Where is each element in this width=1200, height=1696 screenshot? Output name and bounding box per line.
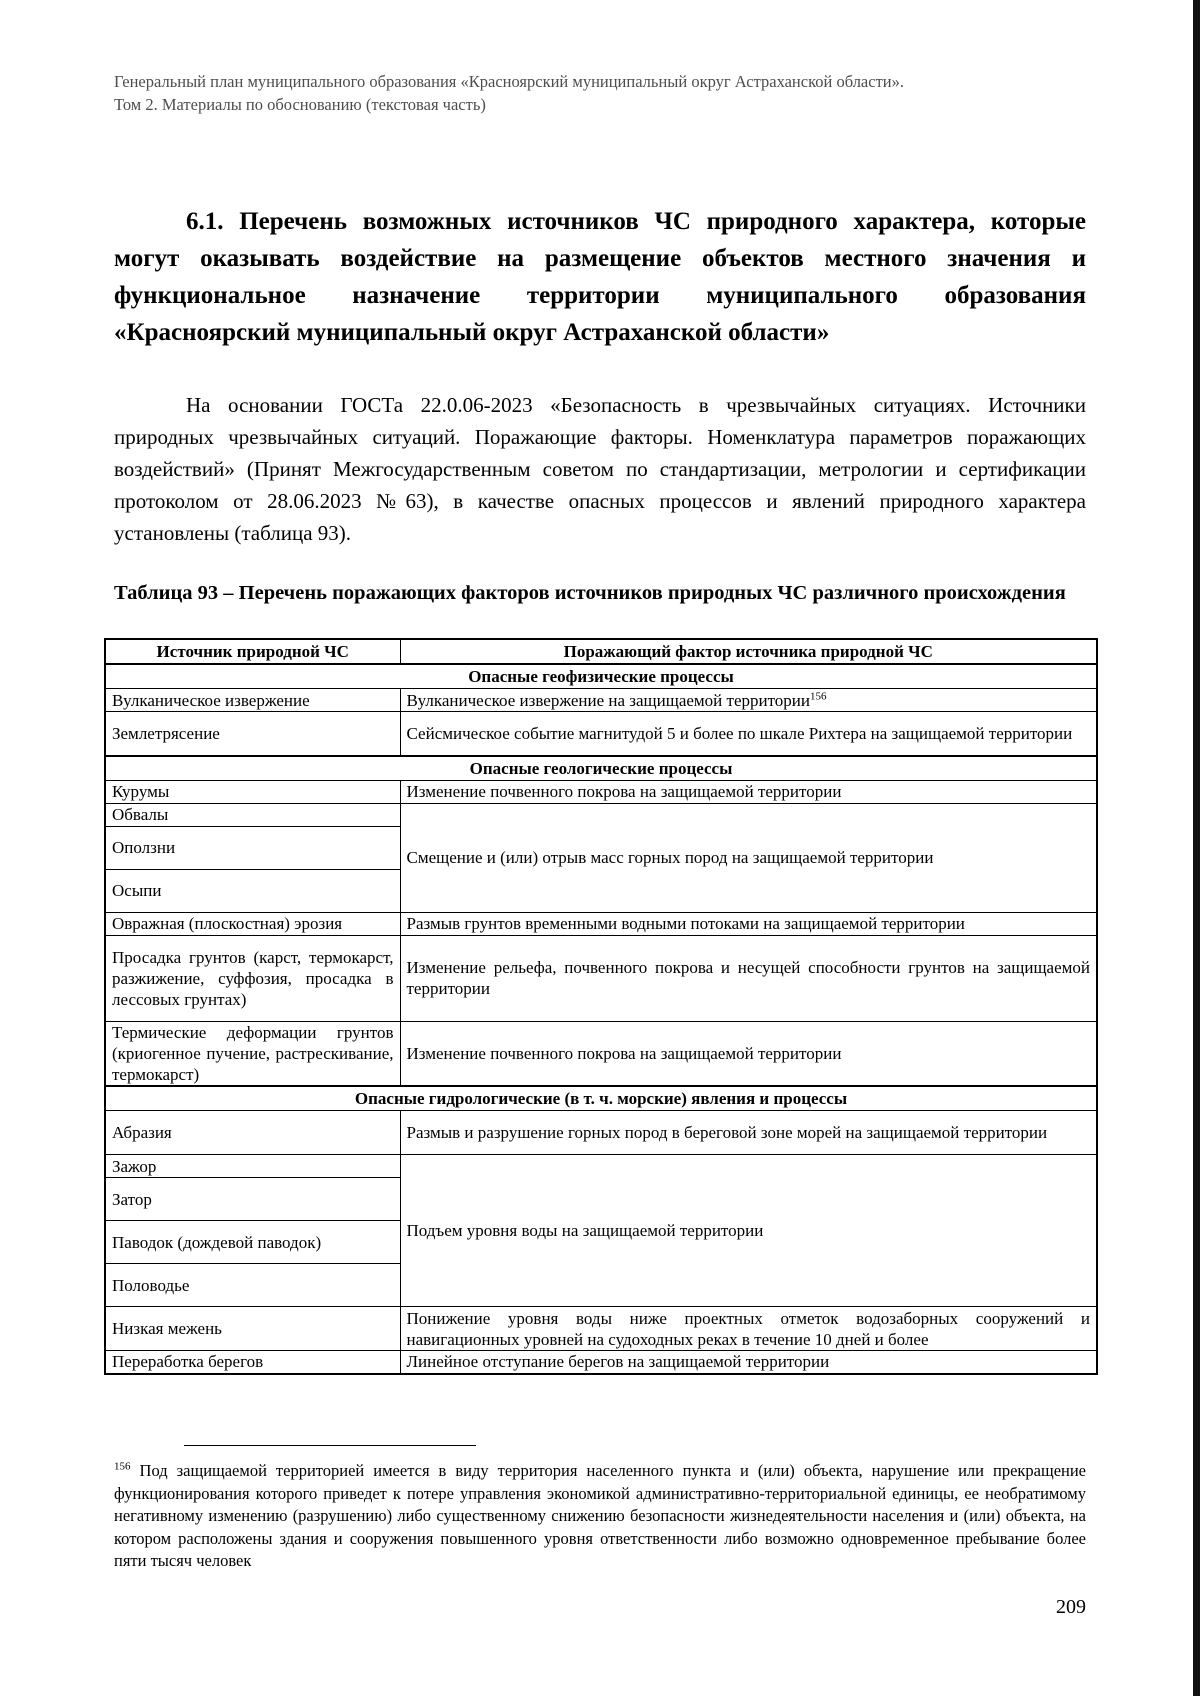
- factor-cell: Понижение уровня воды ниже проектных отметок водозаборных сооружений и навигационных уровней на судоходных реках в течение 10 дней и более: [400, 1307, 1097, 1351]
- factor-cell-merged: Подъем уровня воды на защищаемой территории: [400, 1155, 1097, 1307]
- footnote-separator: [184, 1445, 476, 1446]
- footnote-marker: 156: [114, 1460, 131, 1473]
- column-header-factor: Поражающий фактор источника природной ЧС: [400, 639, 1097, 664]
- running-header-line-2: Том 2. Материалы по обоснованию (текстовая часть): [114, 95, 486, 114]
- table-row: [105, 712, 1097, 756]
- source-cell: Паводок (дождевой паводок): [105, 1221, 400, 1264]
- source-cell: Переработка берегов: [105, 1351, 400, 1374]
- running-header: [114, 70, 1094, 116]
- factor-cell: Изменение почвенного покрова на защищаемой территории: [400, 1021, 1097, 1086]
- factor-cell: [400, 689, 1097, 712]
- source-cell: Курумы: [105, 780, 400, 803]
- source-cell: Зажор: [105, 1155, 400, 1178]
- factor-cell: Изменение рельефа, почвенного покрова и несущей способности грунтов на защищаемой территории: [400, 935, 1097, 1021]
- hazard-factors-table: [104, 638, 1098, 1375]
- table-row: [105, 1155, 1097, 1178]
- source-cell: Землетрясение: [105, 712, 400, 756]
- factor-cell: Размыв и разрушение горных пород в береговой зоне морей на защищаемой территории: [400, 1111, 1097, 1155]
- table-row: [105, 1021, 1097, 1086]
- table-row: [105, 803, 1097, 826]
- table-row: [105, 1351, 1097, 1374]
- section-title: 6.1. Перечень возможных источников ЧС природного характера, которые могут оказывать воздействие на размещение объектов местного значения и функциональное назначение территории муниципального образования «Красноярский муниципальный округ Астраханской области»: [114, 208, 1086, 346]
- factor-cell-merged: Смещение и (или) отрыв масс горных пород на защищаемой территории: [400, 803, 1097, 912]
- footnote-text: Под защищаемой территорией имеется в виду территория населенного пункта и (или) объекта, нарушение или прекращение функционирования которого приведет к потере управления экономикой административно-территориальной единицы, ее необратимому негативному изменению (разрушению) либо существенному снижению безопасности жизнедеятельности населения и (или) объекта, на котором расположены здания и сооружения повышенного уровня ответственности либо возможно одновременное пребывание более пяти тысяч человек: [114, 1461, 1086, 1570]
- table-group-row: [105, 1086, 1097, 1111]
- source-cell: Вулканическое извержение: [105, 689, 400, 712]
- source-cell: Просадка грунтов (карст, термокарст, разжижение, суффозия, просадка в лессовых грунтах): [105, 935, 400, 1021]
- source-cell: Половодье: [105, 1264, 400, 1307]
- group-title-hydrological: Опасные гидрологические (в т. ч. морские) явления и процессы: [105, 1086, 1097, 1111]
- intro-paragraph: На основании ГОСТа 22.0.06-2023 «Безопасность в чрезвычайных ситуациях. Источники природных чрезвычайных ситуаций. Поражающие факторы. Номенклатура параметров поражающих воздействий» (Принят Межгосударственным советом по стандартизации, метрологии и сертификации протоколом от 28.06.2023 №63), в качестве опасных процессов и явлений природного характера установлены (таблица 93).: [114, 393, 1086, 545]
- source-cell: Оползни: [105, 826, 400, 869]
- source-cell: Затор: [105, 1178, 400, 1221]
- footnote-ref: 156: [810, 689, 827, 702]
- source-cell: Овражная (плоскостная) эрозия: [105, 912, 400, 935]
- source-cell: Низкая межень: [105, 1307, 400, 1351]
- source-cell: Термические деформации грунтов (криогенное пучение, растрескивание, термокарст): [105, 1021, 400, 1086]
- footnote: [114, 1460, 1086, 1573]
- factor-text: Вулканическое извержение на защищаемой территории: [406, 690, 811, 710]
- hazard-table-container: [104, 638, 1096, 1375]
- table-row: [105, 935, 1097, 1021]
- table-row: [105, 689, 1097, 712]
- column-header-source: Источник природной ЧС: [105, 639, 400, 664]
- source-cell: Обвалы: [105, 803, 400, 826]
- running-header-line-1: Генеральный план муниципального образования «Красноярский муниципальный округ Астраханской области».: [114, 72, 904, 91]
- group-title-geophysical: Опасные геофизические процессы: [105, 664, 1097, 689]
- table-group-row: [105, 664, 1097, 689]
- page-number: 209: [1056, 1596, 1086, 1618]
- source-cell: Абразия: [105, 1111, 400, 1155]
- table-row: [105, 780, 1097, 803]
- table-row: [105, 1307, 1097, 1351]
- table-caption: Таблица 93 – Перечень поражающих факторов источников природных ЧС различного происхождения: [114, 582, 1066, 604]
- factor-cell: Размыв грунтов временными водными потоками на защищаемой территории: [400, 912, 1097, 935]
- factor-cell: Линейное отступание берегов на защищаемой территории: [400, 1351, 1097, 1374]
- source-cell: Осыпи: [105, 869, 400, 912]
- factor-cell: Изменение почвенного покрова на защищаемой территории: [400, 780, 1097, 803]
- table-header-row: [105, 639, 1097, 664]
- table-row: [105, 1111, 1097, 1155]
- factor-cell: Сейсмическое событие магнитудой 5 и более по шкале Рихтера на защищаемой территории: [400, 712, 1097, 756]
- table-row: [105, 912, 1097, 935]
- table-group-row: [105, 756, 1097, 781]
- group-title-geological: Опасные геологические процессы: [105, 756, 1097, 781]
- page-edge-shadow: [1193, 0, 1200, 1696]
